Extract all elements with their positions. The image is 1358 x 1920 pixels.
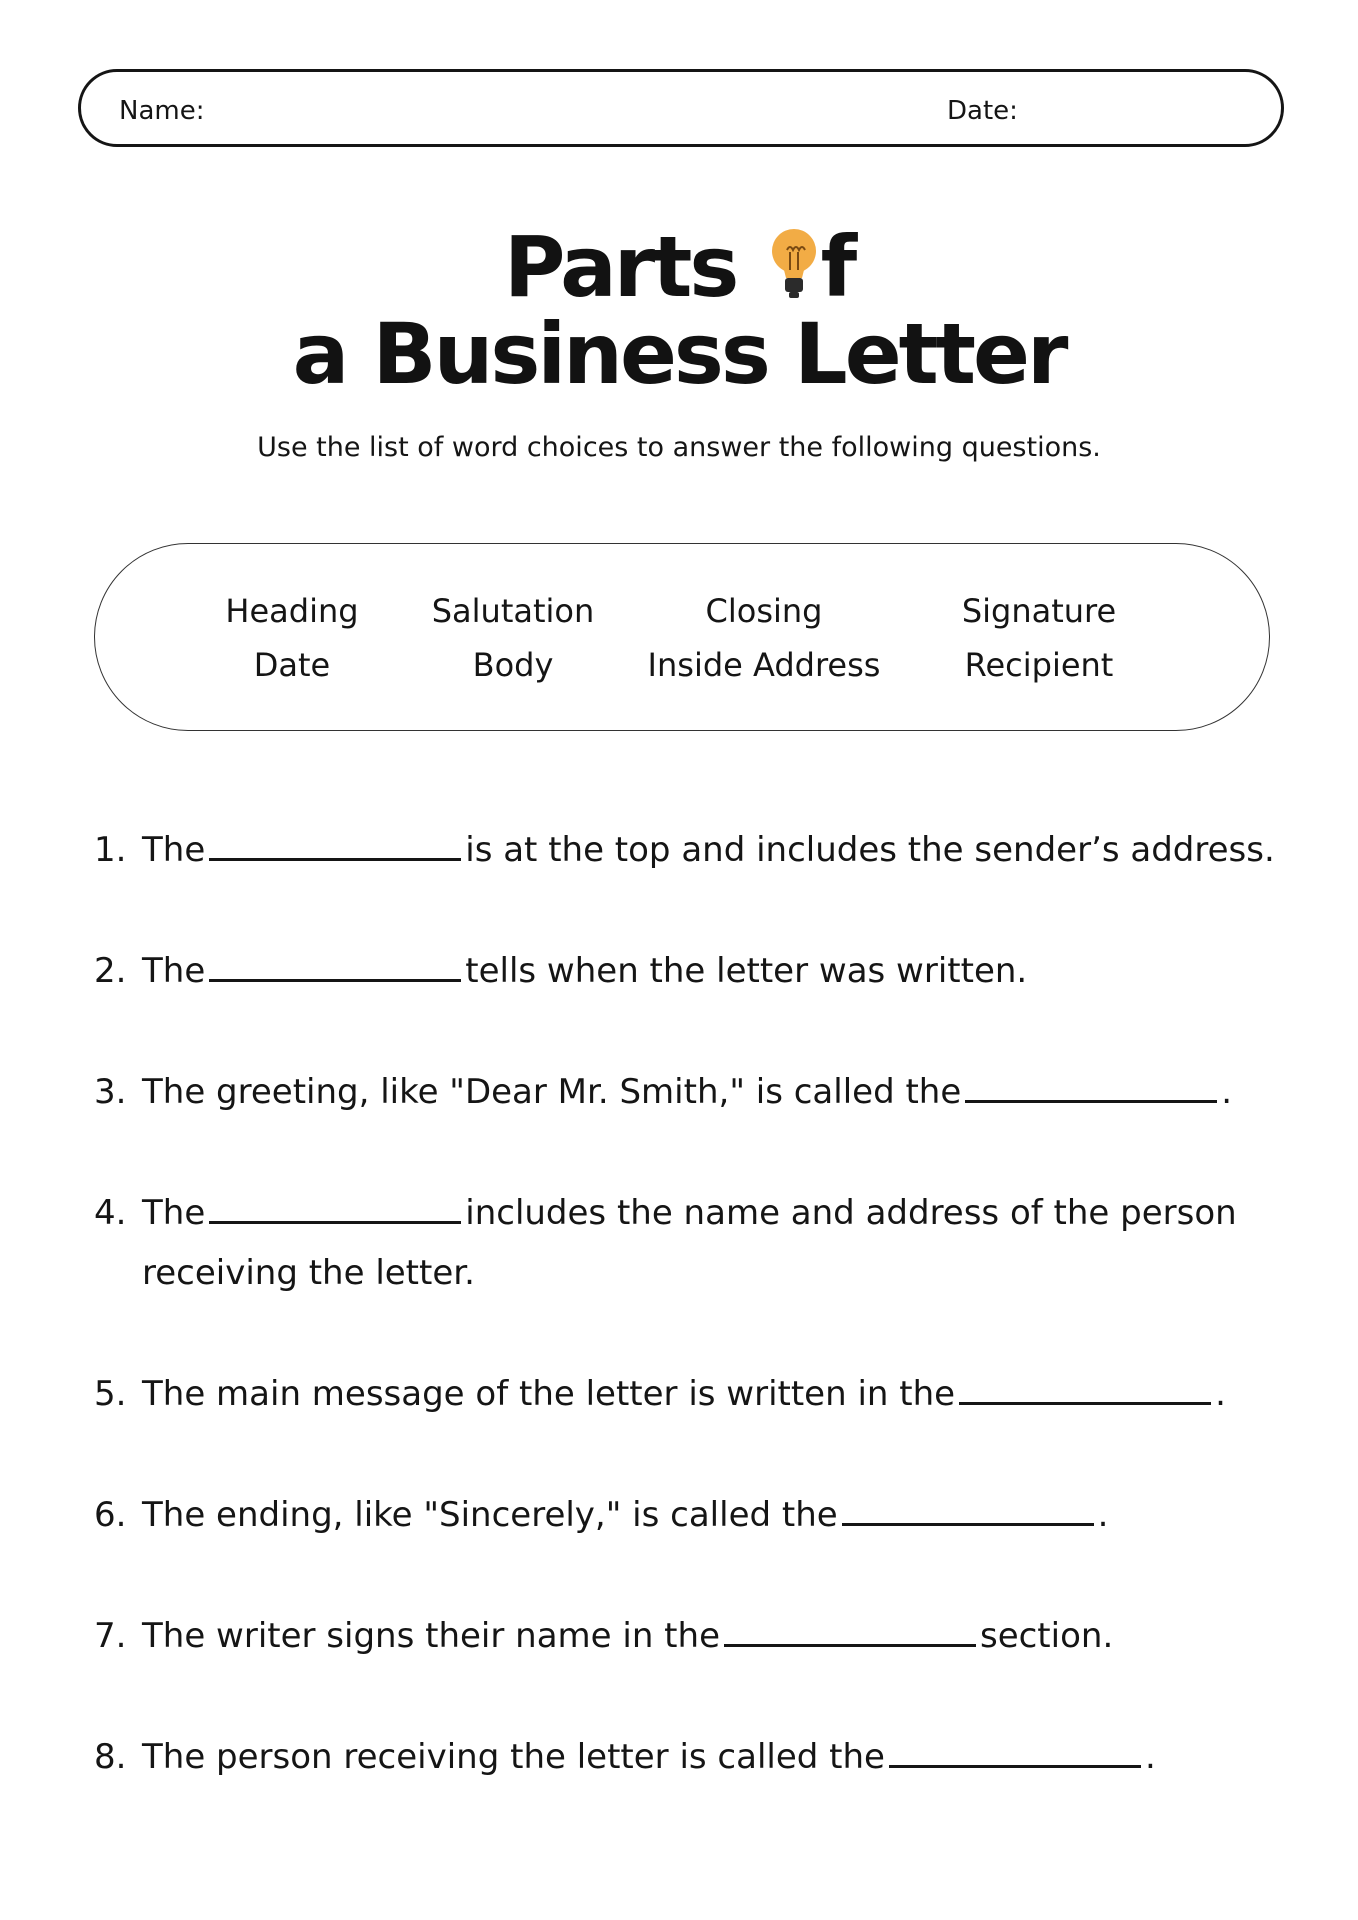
page-title-line-1 [0,218,1358,316]
question-text: . [1097,1495,1109,1535]
word-bank-column [953,584,1125,692]
word-bank [94,543,1270,731]
question-number: 3. [94,1072,127,1112]
word-choice: Closing [705,592,823,630]
word-choice: Body [472,646,554,684]
answer-blank[interactable] [889,1735,1141,1768]
question-number: 2. [94,951,127,991]
question-6 [94,1485,1108,1545]
question-text: The main message of the letter is written in the [142,1374,956,1414]
title-word-parts: Parts [503,218,763,316]
word-choice: Recipient [964,646,1114,684]
page-title-line-2: a Business Letter [292,305,1066,403]
question-text: . [1144,1737,1156,1777]
instructions: Use the list of word choices to answer the following questions. [257,432,1101,463]
answer-blank[interactable] [959,1372,1211,1405]
question-1 [94,820,1275,880]
question-8 [94,1727,1156,1787]
lightbulb-icon [769,226,819,302]
question-4 [94,1183,1237,1303]
word-bank-column [217,584,367,692]
answer-blank[interactable] [209,949,461,982]
question-text: The writer signs their name in the [142,1616,720,1656]
answer-blank[interactable] [209,828,461,861]
date-label: Date: [947,96,1018,126]
title-letter-f: f [820,218,855,316]
word-choice: Salutation [431,592,595,630]
question-3 [94,1062,1232,1122]
question-text: . [1215,1374,1226,1414]
question-number: 1. [94,830,127,870]
answer-blank[interactable] [209,1191,461,1224]
question-text: The [142,951,206,991]
question-number: 5. [94,1374,127,1414]
answer-blank[interactable] [842,1493,1094,1526]
question-text-continued: receiving the letter. [142,1253,475,1293]
question-number: 4. [94,1193,127,1233]
question-text: is at the top and includes the sender’s address. [465,830,1275,870]
word-choice: Date [253,646,331,684]
question-number: 8. [94,1737,127,1777]
question-2 [94,941,1027,1001]
question-7 [94,1606,1113,1666]
word-choice: Inside Address [647,646,881,684]
question-text: . [1221,1072,1233,1112]
question-text: The [142,1193,206,1233]
answer-blank[interactable] [965,1070,1217,1103]
name-date-bar [78,69,1284,147]
word-choice: Heading [225,592,359,630]
question-text: The [142,830,206,870]
name-label: Name: [119,96,205,126]
question-5 [94,1364,1226,1424]
word-bank-column [428,584,598,692]
word-bank-column [640,584,888,692]
question-text: The person receiving the letter is called the [142,1737,885,1777]
question-number: 6. [94,1495,127,1535]
question-text: The ending, like "Sincerely," is called the [142,1495,838,1535]
question-text: tells when the letter was written. [465,951,1028,991]
answer-blank[interactable] [724,1614,976,1647]
question-text: includes the name and address of the person [465,1193,1237,1233]
word-choice: Signature [961,592,1117,630]
question-text: section. [979,1616,1114,1656]
question-text: The greeting, like "Dear Mr. Smith," is called the [142,1072,962,1112]
question-number: 7. [94,1616,127,1656]
